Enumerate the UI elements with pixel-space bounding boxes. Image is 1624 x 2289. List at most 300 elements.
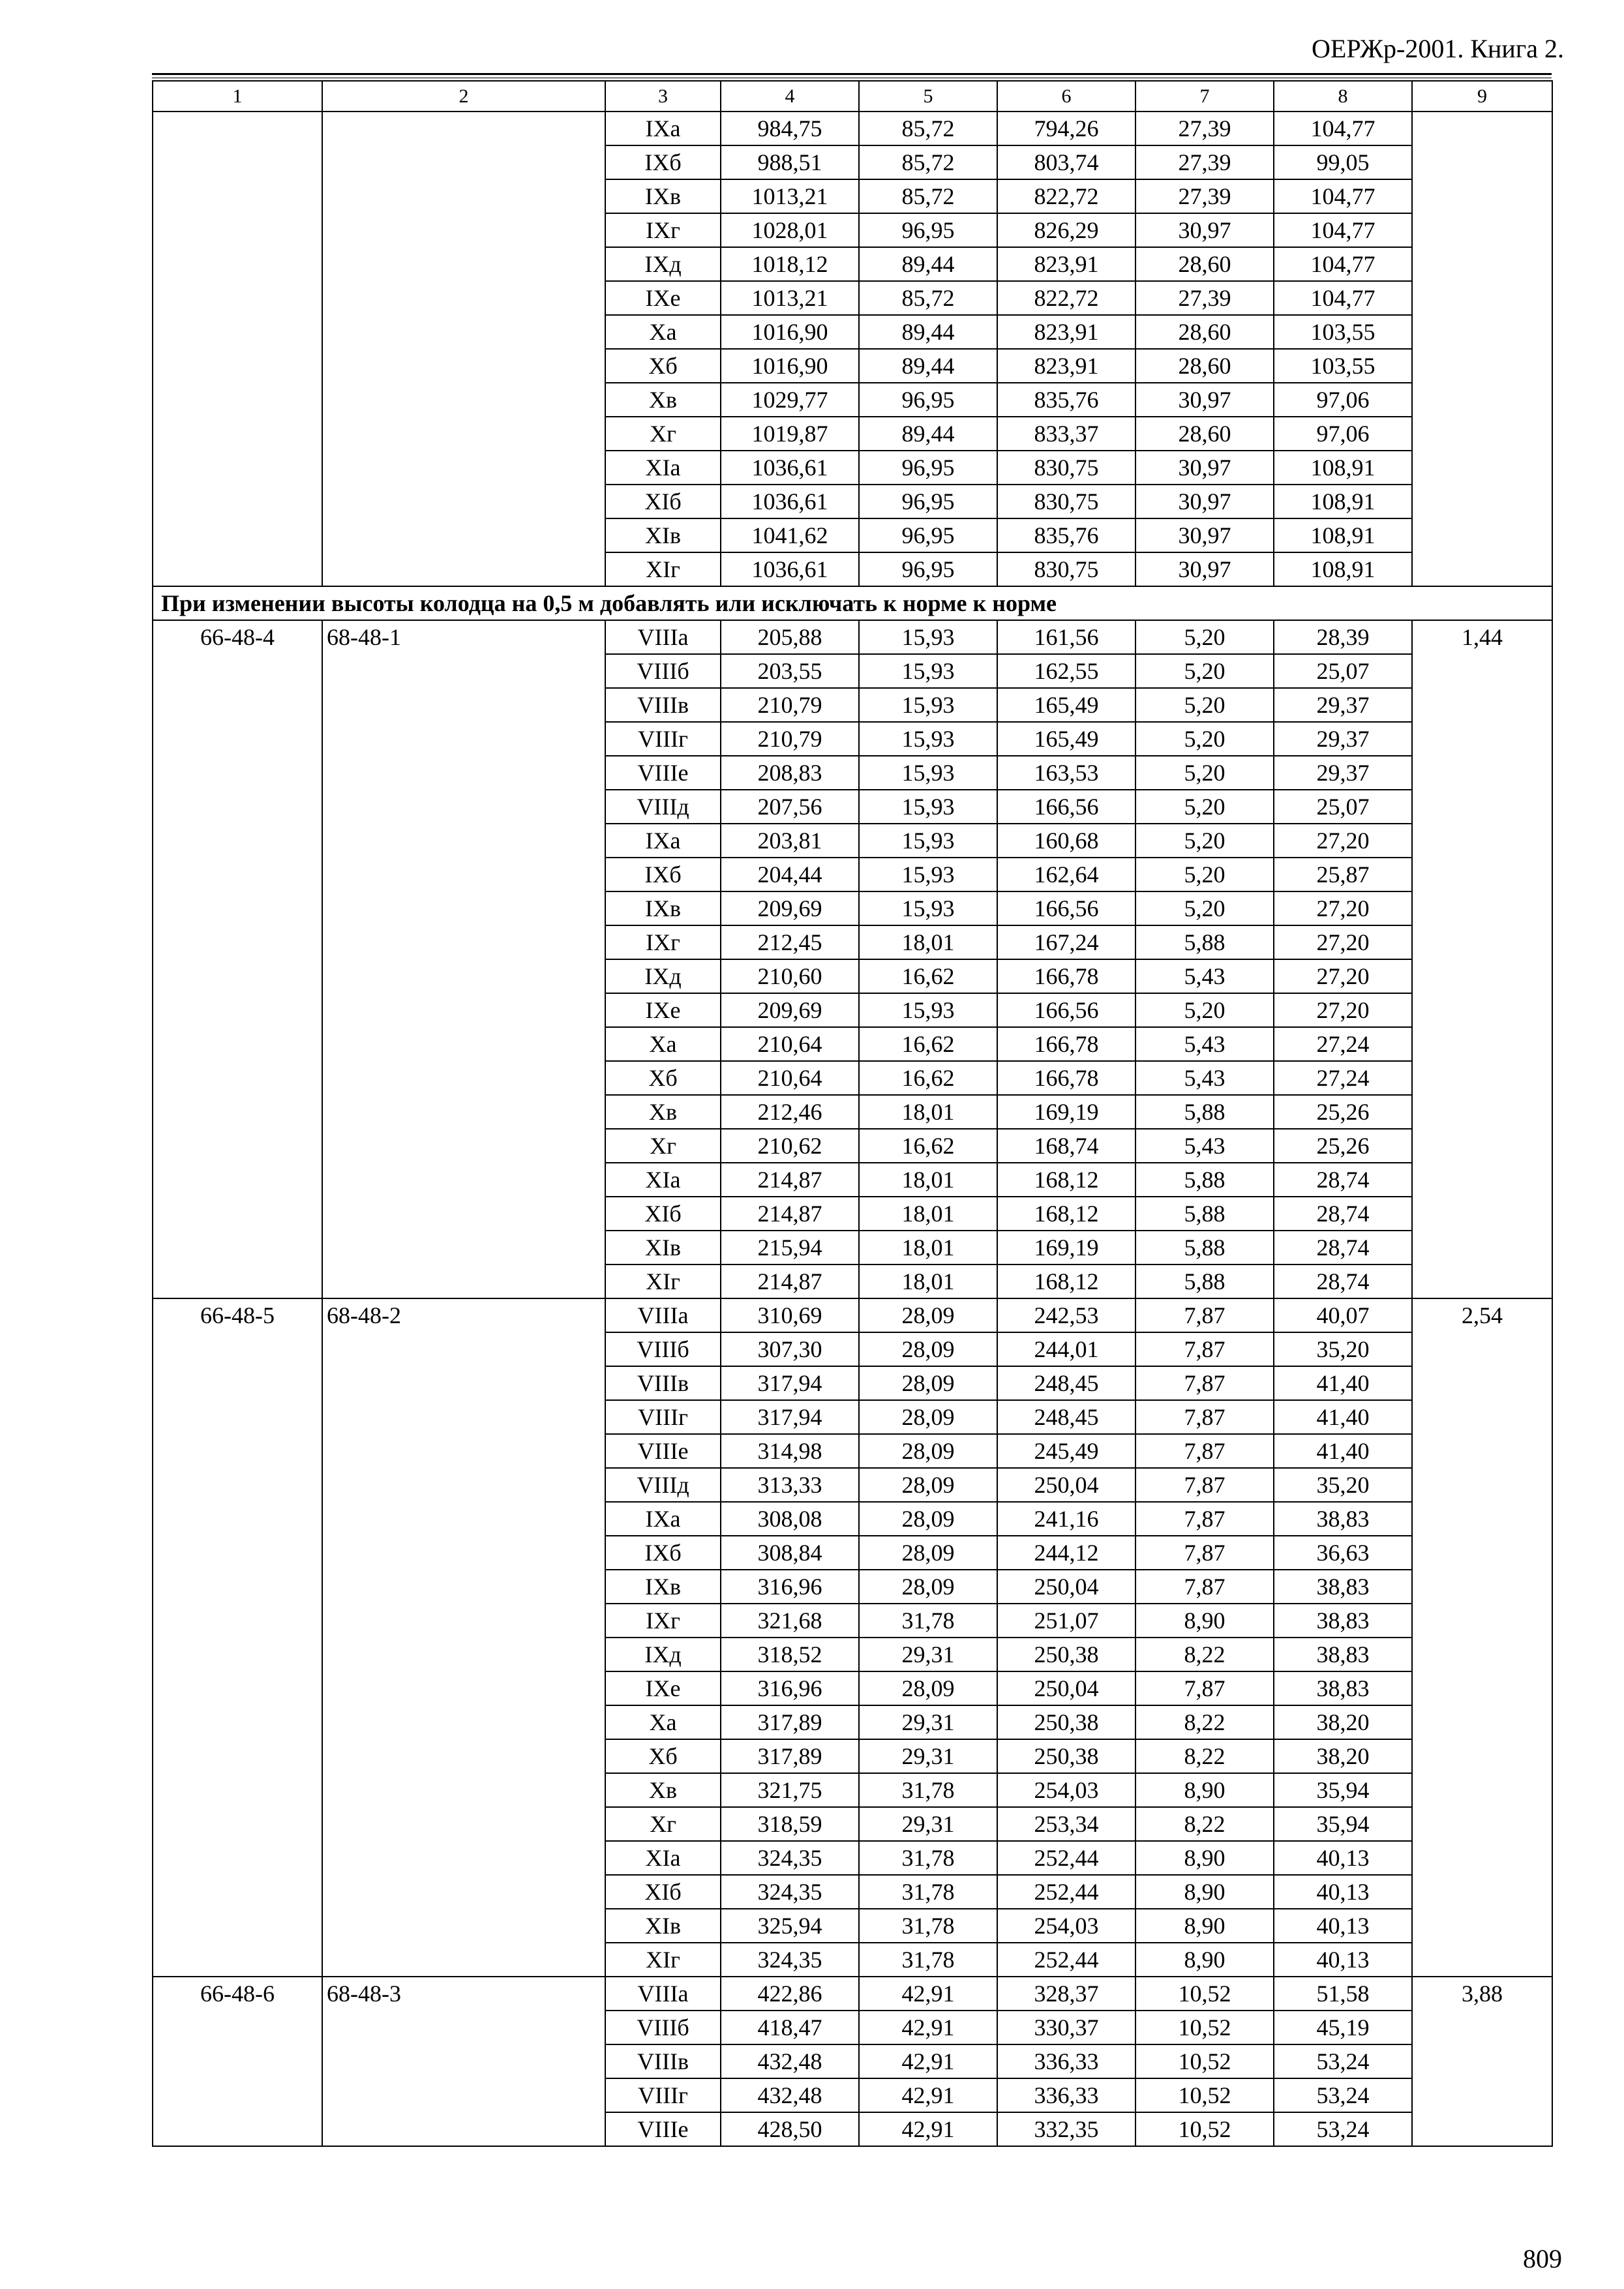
materials-value: 833,37 xyxy=(997,417,1135,451)
machines-value: 27,39 xyxy=(1135,112,1274,145)
total-value: 324,35 xyxy=(721,1841,859,1875)
region-class: IXг xyxy=(605,213,721,247)
total-value: 316,96 xyxy=(721,1671,859,1705)
region-class: XIг xyxy=(605,552,721,586)
labor-value: 1,44 xyxy=(1412,620,1552,1298)
page-number: 809 xyxy=(1523,2244,1562,2273)
total-value: 203,81 xyxy=(721,824,859,858)
machines-value: 8,22 xyxy=(1135,1807,1274,1841)
wages-value: 18,01 xyxy=(859,1095,997,1129)
driver-wages-value: 38,83 xyxy=(1274,1570,1412,1604)
driver-wages-value: 108,91 xyxy=(1274,518,1412,552)
driver-wages-value: 53,24 xyxy=(1274,2044,1412,2078)
wages-value: 15,93 xyxy=(859,688,997,722)
wages-value: 85,72 xyxy=(859,179,997,213)
driver-wages-value: 28,74 xyxy=(1274,1197,1412,1231)
driver-wages-value: 41,40 xyxy=(1274,1366,1412,1400)
wages-value: 28,09 xyxy=(859,1536,997,1570)
total-value: 1016,90 xyxy=(721,349,859,383)
materials-value: 166,56 xyxy=(997,790,1135,824)
machines-value: 5,20 xyxy=(1135,722,1274,756)
driver-wages-value: 108,91 xyxy=(1274,485,1412,518)
region-class: XIг xyxy=(605,1943,721,1977)
wages-value: 28,09 xyxy=(859,1570,997,1604)
materials-value: 163,53 xyxy=(997,756,1135,790)
driver-wages-value: 103,55 xyxy=(1274,349,1412,383)
materials-value: 252,44 xyxy=(997,1943,1135,1977)
machines-value: 28,60 xyxy=(1135,417,1274,451)
wages-value: 42,91 xyxy=(859,1977,997,2011)
norm-code: 66-48-6 xyxy=(153,1977,322,2146)
materials-value: 162,64 xyxy=(997,858,1135,891)
machines-value: 30,97 xyxy=(1135,213,1274,247)
wages-value: 15,93 xyxy=(859,824,997,858)
materials-value: 169,19 xyxy=(997,1231,1135,1264)
machines-value: 5,20 xyxy=(1135,824,1274,858)
materials-value: 830,75 xyxy=(997,451,1135,485)
machines-value: 5,88 xyxy=(1135,1163,1274,1197)
total-value: 207,56 xyxy=(721,790,859,824)
total-value: 210,60 xyxy=(721,959,859,993)
region-class: IXб xyxy=(605,858,721,891)
machines-value: 8,90 xyxy=(1135,1841,1274,1875)
wages-value: 16,62 xyxy=(859,1027,997,1061)
labor-value: 2,54 xyxy=(1412,1298,1552,1977)
reference-code: 68-48-3 xyxy=(322,1977,605,2146)
machines-value: 5,88 xyxy=(1135,1197,1274,1231)
machines-value: 5,88 xyxy=(1135,1095,1274,1129)
total-value: 324,35 xyxy=(721,1875,859,1909)
materials-value: 248,45 xyxy=(997,1400,1135,1434)
total-value: 317,89 xyxy=(721,1739,859,1773)
total-value: 313,33 xyxy=(721,1468,859,1502)
total-value: 1016,90 xyxy=(721,315,859,349)
materials-value: 250,38 xyxy=(997,1638,1135,1671)
region-class: VIIIв xyxy=(605,1366,721,1400)
column-number: 2 xyxy=(322,81,605,112)
column-number: 4 xyxy=(721,81,859,112)
rates-table xyxy=(152,80,1553,2147)
total-value: 428,50 xyxy=(721,2112,859,2146)
materials-value: 166,56 xyxy=(997,891,1135,925)
driver-wages-value: 25,87 xyxy=(1274,858,1412,891)
column-number: 8 xyxy=(1274,81,1412,112)
wages-value: 42,91 xyxy=(859,2011,997,2044)
page-header-title: ОЕРЖр-2001. Книга 2. xyxy=(1312,34,1564,63)
driver-wages-value: 104,77 xyxy=(1274,281,1412,315)
wages-value: 31,78 xyxy=(859,1604,997,1638)
materials-value: 242,53 xyxy=(997,1298,1135,1332)
wages-value: 28,09 xyxy=(859,1332,997,1366)
table-row xyxy=(153,1298,1552,1332)
region-class: VIIIб xyxy=(605,1332,721,1366)
machines-value: 5,20 xyxy=(1135,620,1274,654)
column-number: 6 xyxy=(997,81,1135,112)
materials-value: 168,74 xyxy=(997,1129,1135,1163)
materials-value: 168,12 xyxy=(997,1264,1135,1298)
materials-value: 254,03 xyxy=(997,1909,1135,1943)
driver-wages-value: 108,91 xyxy=(1274,552,1412,586)
region-class: VIIIб xyxy=(605,2011,721,2044)
driver-wages-value: 104,77 xyxy=(1274,247,1412,281)
norm-code: 66-48-4 xyxy=(153,620,322,1298)
total-value: 1028,01 xyxy=(721,213,859,247)
materials-value: 250,04 xyxy=(997,1570,1135,1604)
machines-value: 10,52 xyxy=(1135,1977,1274,2011)
machines-value: 5,43 xyxy=(1135,959,1274,993)
total-value: 1019,87 xyxy=(721,417,859,451)
materials-value: 166,78 xyxy=(997,959,1135,993)
region-class: IXб xyxy=(605,1536,721,1570)
region-class: Xв xyxy=(605,1773,721,1807)
driver-wages-value: 45,19 xyxy=(1274,2011,1412,2044)
machines-value: 5,88 xyxy=(1135,1231,1274,1264)
wages-value: 15,93 xyxy=(859,654,997,688)
wages-value: 15,93 xyxy=(859,858,997,891)
region-class: VIIIд xyxy=(605,790,721,824)
machines-value: 8,90 xyxy=(1135,1773,1274,1807)
materials-value: 162,55 xyxy=(997,654,1135,688)
driver-wages-value: 104,77 xyxy=(1274,213,1412,247)
machines-value: 5,20 xyxy=(1135,891,1274,925)
machines-value: 10,52 xyxy=(1135,2011,1274,2044)
total-value: 308,84 xyxy=(721,1536,859,1570)
machines-value: 5,43 xyxy=(1135,1027,1274,1061)
wages-value: 29,31 xyxy=(859,1638,997,1671)
driver-wages-value: 35,94 xyxy=(1274,1773,1412,1807)
region-class: VIIIа xyxy=(605,620,721,654)
total-value: 209,69 xyxy=(721,993,859,1027)
materials-value: 822,72 xyxy=(997,281,1135,315)
materials-value: 251,07 xyxy=(997,1604,1135,1638)
driver-wages-value: 27,20 xyxy=(1274,824,1412,858)
region-class: VIIIа xyxy=(605,1977,721,2011)
machines-value: 5,20 xyxy=(1135,858,1274,891)
machines-value: 10,52 xyxy=(1135,2112,1274,2146)
wages-value: 85,72 xyxy=(859,112,997,145)
wages-value: 18,01 xyxy=(859,1163,997,1197)
driver-wages-value: 25,26 xyxy=(1274,1129,1412,1163)
driver-wages-value: 35,20 xyxy=(1274,1332,1412,1366)
wages-value: 15,93 xyxy=(859,891,997,925)
materials-value: 168,12 xyxy=(997,1163,1135,1197)
machines-value: 8,22 xyxy=(1135,1638,1274,1671)
materials-value: 794,26 xyxy=(997,112,1135,145)
total-value: 418,47 xyxy=(721,2011,859,2044)
total-value: 212,45 xyxy=(721,925,859,959)
total-value: 432,48 xyxy=(721,2044,859,2078)
region-class: Xг xyxy=(605,417,721,451)
wages-value: 96,95 xyxy=(859,518,997,552)
machines-value: 7,87 xyxy=(1135,1468,1274,1502)
region-class: VIIIе xyxy=(605,1434,721,1468)
wages-value: 28,09 xyxy=(859,1400,997,1434)
wages-value: 15,93 xyxy=(859,790,997,824)
machines-value: 7,87 xyxy=(1135,1366,1274,1400)
driver-wages-value: 38,83 xyxy=(1274,1502,1412,1536)
total-value: 324,35 xyxy=(721,1943,859,1977)
wages-value: 31,78 xyxy=(859,1943,997,1977)
driver-wages-value: 25,07 xyxy=(1274,790,1412,824)
driver-wages-value: 28,74 xyxy=(1274,1163,1412,1197)
machines-value: 7,87 xyxy=(1135,1400,1274,1434)
total-value: 208,83 xyxy=(721,756,859,790)
reference-code xyxy=(322,112,605,586)
region-class: VIIIа xyxy=(605,1298,721,1332)
materials-value: 830,75 xyxy=(997,485,1135,518)
total-value: 1036,61 xyxy=(721,552,859,586)
total-value: 308,08 xyxy=(721,1502,859,1536)
materials-value: 252,44 xyxy=(997,1841,1135,1875)
materials-value: 336,33 xyxy=(997,2078,1135,2112)
driver-wages-value: 40,13 xyxy=(1274,1909,1412,1943)
materials-value: 160,68 xyxy=(997,824,1135,858)
total-value: 214,87 xyxy=(721,1163,859,1197)
region-class: VIIIв xyxy=(605,688,721,722)
materials-value: 165,49 xyxy=(997,688,1135,722)
wages-value: 18,01 xyxy=(859,925,997,959)
machines-value: 8,90 xyxy=(1135,1604,1274,1638)
region-class: IXб xyxy=(605,145,721,179)
wages-value: 28,09 xyxy=(859,1298,997,1332)
region-class: XIа xyxy=(605,451,721,485)
total-value: 432,48 xyxy=(721,2078,859,2112)
table-body xyxy=(153,81,1552,2146)
region-class: XIб xyxy=(605,485,721,518)
machines-value: 27,39 xyxy=(1135,179,1274,213)
driver-wages-value: 38,83 xyxy=(1274,1638,1412,1671)
driver-wages-value: 27,20 xyxy=(1274,993,1412,1027)
region-class: XIв xyxy=(605,1909,721,1943)
driver-wages-value: 25,26 xyxy=(1274,1095,1412,1129)
region-class: XIб xyxy=(605,1197,721,1231)
region-class: Xг xyxy=(605,1129,721,1163)
materials-value: 244,01 xyxy=(997,1332,1135,1366)
region-class: IXд xyxy=(605,959,721,993)
machines-value: 7,87 xyxy=(1135,1332,1274,1366)
driver-wages-value: 35,94 xyxy=(1274,1807,1412,1841)
table-row xyxy=(153,1977,1552,2011)
driver-wages-value: 27,20 xyxy=(1274,891,1412,925)
machines-value: 5,88 xyxy=(1135,925,1274,959)
materials-value: 823,91 xyxy=(997,315,1135,349)
driver-wages-value: 28,39 xyxy=(1274,620,1412,654)
header-rule xyxy=(152,73,1552,75)
reference-code: 68-48-2 xyxy=(322,1298,605,1977)
region-class: Xб xyxy=(605,349,721,383)
wages-value: 31,78 xyxy=(859,1773,997,1807)
driver-wages-value: 40,13 xyxy=(1274,1943,1412,1977)
driver-wages-value: 51,58 xyxy=(1274,1977,1412,2011)
labor-value xyxy=(1412,112,1552,586)
driver-wages-value: 27,24 xyxy=(1274,1061,1412,1095)
total-value: 205,88 xyxy=(721,620,859,654)
total-value: 1018,12 xyxy=(721,247,859,281)
driver-wages-value: 38,20 xyxy=(1274,1705,1412,1739)
driver-wages-value: 25,07 xyxy=(1274,654,1412,688)
norm-code: 66-48-5 xyxy=(153,1298,322,1977)
labor-value: 3,88 xyxy=(1412,1977,1552,2146)
machines-value: 5,88 xyxy=(1135,1264,1274,1298)
driver-wages-value: 103,55 xyxy=(1274,315,1412,349)
region-class: XIб xyxy=(605,1875,721,1909)
region-class: IXд xyxy=(605,247,721,281)
total-value: 318,59 xyxy=(721,1807,859,1841)
machines-value: 5,20 xyxy=(1135,756,1274,790)
wages-value: 89,44 xyxy=(859,349,997,383)
driver-wages-value: 38,20 xyxy=(1274,1739,1412,1773)
total-value: 314,98 xyxy=(721,1434,859,1468)
wages-value: 29,31 xyxy=(859,1739,997,1773)
materials-value: 169,19 xyxy=(997,1095,1135,1129)
wages-value: 16,62 xyxy=(859,1061,997,1095)
column-number-row xyxy=(153,81,1552,112)
materials-value: 248,45 xyxy=(997,1366,1135,1400)
region-class: IXв xyxy=(605,179,721,213)
materials-value: 167,24 xyxy=(997,925,1135,959)
wages-value: 15,93 xyxy=(859,620,997,654)
total-value: 210,79 xyxy=(721,688,859,722)
materials-value: 250,38 xyxy=(997,1739,1135,1773)
materials-value: 166,78 xyxy=(997,1061,1135,1095)
wages-value: 28,09 xyxy=(859,1502,997,1536)
materials-value: 165,49 xyxy=(997,722,1135,756)
machines-value: 30,97 xyxy=(1135,485,1274,518)
region-class: IXв xyxy=(605,891,721,925)
total-value: 307,30 xyxy=(721,1332,859,1366)
total-value: 212,46 xyxy=(721,1095,859,1129)
materials-value: 823,91 xyxy=(997,247,1135,281)
total-value: 325,94 xyxy=(721,1909,859,1943)
materials-value: 245,49 xyxy=(997,1434,1135,1468)
materials-value: 830,75 xyxy=(997,552,1135,586)
column-number: 7 xyxy=(1135,81,1274,112)
materials-value: 241,16 xyxy=(997,1502,1135,1536)
total-value: 210,62 xyxy=(721,1129,859,1163)
machines-value: 5,43 xyxy=(1135,1129,1274,1163)
machines-value: 5,20 xyxy=(1135,688,1274,722)
materials-value: 253,34 xyxy=(997,1807,1135,1841)
materials-value: 822,72 xyxy=(997,179,1135,213)
total-value: 317,89 xyxy=(721,1705,859,1739)
driver-wages-value: 97,06 xyxy=(1274,383,1412,417)
region-class: VIIIг xyxy=(605,2078,721,2112)
materials-value: 330,37 xyxy=(997,2011,1135,2044)
materials-value: 166,56 xyxy=(997,993,1135,1027)
wages-value: 42,91 xyxy=(859,2044,997,2078)
wages-value: 28,09 xyxy=(859,1366,997,1400)
machines-value: 30,97 xyxy=(1135,518,1274,552)
machines-value: 5,20 xyxy=(1135,993,1274,1027)
driver-wages-value: 104,77 xyxy=(1274,179,1412,213)
machines-value: 8,90 xyxy=(1135,1909,1274,1943)
column-number: 9 xyxy=(1412,81,1552,112)
materials-value: 254,03 xyxy=(997,1773,1135,1807)
wages-value: 42,91 xyxy=(859,2112,997,2146)
machines-value: 10,52 xyxy=(1135,2078,1274,2112)
total-value: 1013,21 xyxy=(721,179,859,213)
wages-value: 42,91 xyxy=(859,2078,997,2112)
column-number: 1 xyxy=(153,81,322,112)
total-value: 321,68 xyxy=(721,1604,859,1638)
machines-value: 7,87 xyxy=(1135,1671,1274,1705)
total-value: 215,94 xyxy=(721,1231,859,1264)
total-value: 214,87 xyxy=(721,1264,859,1298)
machines-value: 27,39 xyxy=(1135,281,1274,315)
region-class: IXе xyxy=(605,1671,721,1705)
wages-value: 28,09 xyxy=(859,1434,997,1468)
machines-value: 8,90 xyxy=(1135,1943,1274,1977)
materials-value: 250,38 xyxy=(997,1705,1135,1739)
machines-value: 8,22 xyxy=(1135,1739,1274,1773)
region-class: VIIIб xyxy=(605,654,721,688)
wages-value: 31,78 xyxy=(859,1841,997,1875)
total-value: 310,69 xyxy=(721,1298,859,1332)
table-row xyxy=(153,620,1552,654)
region-class: VIIIг xyxy=(605,1400,721,1434)
driver-wages-value: 29,37 xyxy=(1274,688,1412,722)
column-number: 3 xyxy=(605,81,721,112)
driver-wages-value: 27,20 xyxy=(1274,925,1412,959)
machines-value: 5,20 xyxy=(1135,790,1274,824)
wages-value: 18,01 xyxy=(859,1197,997,1231)
driver-wages-value: 41,40 xyxy=(1274,1400,1412,1434)
materials-value: 250,04 xyxy=(997,1468,1135,1502)
machines-value: 7,87 xyxy=(1135,1570,1274,1604)
total-value: 210,64 xyxy=(721,1027,859,1061)
wages-value: 96,95 xyxy=(859,451,997,485)
wages-value: 96,95 xyxy=(859,552,997,586)
wages-value: 31,78 xyxy=(859,1875,997,1909)
note-row xyxy=(153,586,1552,620)
machines-value: 7,87 xyxy=(1135,1536,1274,1570)
column-number: 5 xyxy=(859,81,997,112)
driver-wages-value: 29,37 xyxy=(1274,722,1412,756)
wages-value: 85,72 xyxy=(859,281,997,315)
driver-wages-value: 35,20 xyxy=(1274,1468,1412,1502)
driver-wages-value: 27,24 xyxy=(1274,1027,1412,1061)
wages-value: 18,01 xyxy=(859,1264,997,1298)
reference-code: 68-48-1 xyxy=(322,620,605,1298)
driver-wages-value: 99,05 xyxy=(1274,145,1412,179)
machines-value: 28,60 xyxy=(1135,247,1274,281)
driver-wages-value: 53,24 xyxy=(1274,2112,1412,2146)
driver-wages-value: 38,83 xyxy=(1274,1604,1412,1638)
driver-wages-value: 28,74 xyxy=(1274,1264,1412,1298)
machines-value: 5,20 xyxy=(1135,654,1274,688)
machines-value: 30,97 xyxy=(1135,451,1274,485)
materials-value: 835,76 xyxy=(997,383,1135,417)
materials-value: 161,56 xyxy=(997,620,1135,654)
driver-wages-value: 40,07 xyxy=(1274,1298,1412,1332)
materials-value: 168,12 xyxy=(997,1197,1135,1231)
region-class: XIа xyxy=(605,1163,721,1197)
region-class: VIIIе xyxy=(605,2112,721,2146)
region-class: IXе xyxy=(605,993,721,1027)
wages-value: 18,01 xyxy=(859,1231,997,1264)
region-class: VIIIе xyxy=(605,756,721,790)
wages-value: 89,44 xyxy=(859,247,997,281)
machines-value: 28,60 xyxy=(1135,349,1274,383)
total-value: 984,75 xyxy=(721,112,859,145)
total-value: 1036,61 xyxy=(721,451,859,485)
region-class: XIв xyxy=(605,518,721,552)
materials-value: 166,78 xyxy=(997,1027,1135,1061)
driver-wages-value: 53,24 xyxy=(1274,2078,1412,2112)
total-value: 422,86 xyxy=(721,1977,859,2011)
machines-value: 7,87 xyxy=(1135,1502,1274,1536)
norm-code xyxy=(153,112,322,586)
